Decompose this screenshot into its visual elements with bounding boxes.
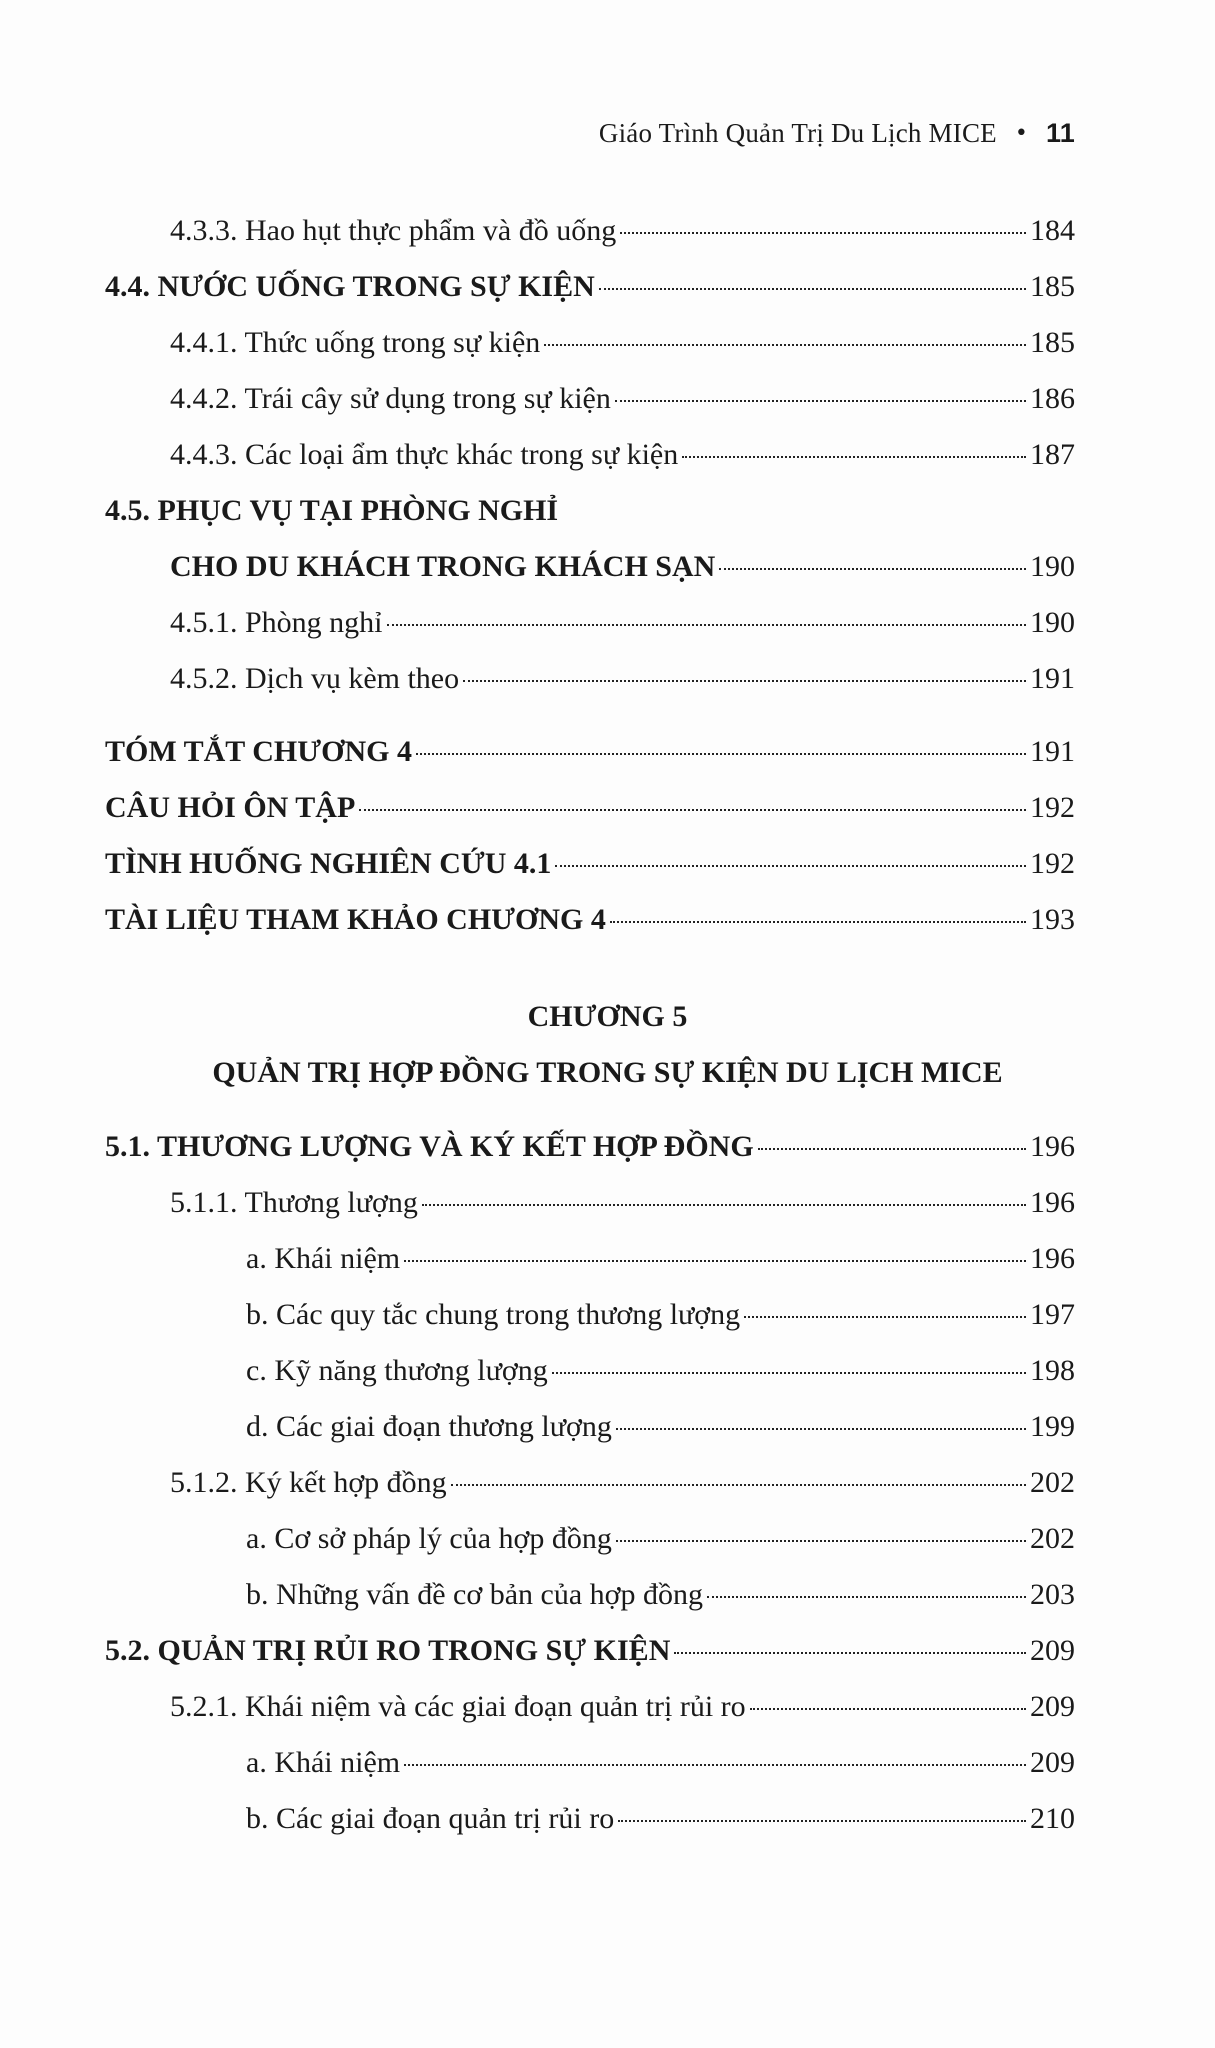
toc-entry [170, 382, 1075, 430]
toc-entry-label: 5.2. QUẢN TRỊ RỦI RO TRONG SỰ KIỆN [105, 1634, 671, 1667]
bullet-separator: • [1014, 121, 1029, 146]
toc-entry [246, 1522, 1075, 1570]
toc-entry-page: 202 [1030, 1522, 1075, 1555]
toc-entry-label: 4.4.1. Thức uống trong sự kiện [170, 326, 541, 359]
toc-entry-label: 4.4.3. Các loại ẩm thực khác trong sự kiện [170, 438, 679, 471]
toc-entry [246, 1354, 1075, 1402]
toc-entry-page: 209 [1030, 1746, 1075, 1779]
toc-entry [246, 1410, 1075, 1458]
leader-dots [404, 1260, 1026, 1262]
toc-entry-label: a. Khái niệm [246, 1746, 401, 1779]
toc-entry [105, 735, 1075, 783]
leader-dots [544, 344, 1026, 346]
toc-entry-page: 184 [1030, 214, 1075, 247]
toc-entry [170, 606, 1075, 654]
leader-dots [451, 1484, 1026, 1486]
toc-entry-label: TÌNH HUỐNG NGHIÊN CỨU 4.1 [105, 847, 552, 880]
toc-entry-label: b. Những vấn đề cơ bản của hợp đồng [246, 1578, 704, 1611]
toc-entry-page: 192 [1030, 791, 1075, 824]
running-header [599, 118, 1075, 149]
toc-entry-label: 4.5.1. Phòng nghỉ [170, 606, 383, 639]
toc-entry-page: 210 [1030, 1802, 1075, 1835]
toc-entry [105, 791, 1075, 839]
toc-entry-page: 185 [1030, 270, 1075, 303]
toc-entry-label: 5.1. THƯƠNG LƯỢNG VÀ KÝ KẾT HỢP ĐỒNG [105, 1130, 754, 1163]
toc-entry-label: 5.2.1. Khái niệm và các giai đoạn quản trị rủi ro [170, 1690, 746, 1723]
toc-entry-page: 190 [1030, 606, 1075, 639]
toc-entry-label: 5.1.2. Ký kết hợp đồng [170, 1466, 447, 1499]
toc-entry-page: 187 [1030, 438, 1075, 471]
leader-dots [620, 232, 1026, 234]
page-number: 11 [1046, 118, 1075, 148]
toc-entry-label: b. Các giai đoạn quản trị rủi ro [246, 1802, 615, 1835]
toc-entry-page: 185 [1030, 326, 1075, 359]
toc-entry-page: 198 [1030, 1354, 1075, 1387]
toc-entry-label: 5.1.1. Thương lượng [170, 1186, 418, 1219]
leader-dots [618, 1820, 1026, 1822]
toc-entry [170, 550, 1075, 598]
toc-entry-label: a. Khái niệm [246, 1242, 401, 1275]
toc-entry [170, 1186, 1075, 1234]
toc-entry-page: 186 [1030, 382, 1075, 415]
leader-dots [359, 809, 1026, 811]
toc-entry-page: 190 [1030, 550, 1075, 583]
toc-entry-page: 209 [1030, 1690, 1075, 1723]
toc-entry-label: CHO DU KHÁCH TRONG KHÁCH SẠN [170, 550, 716, 583]
leader-dots [463, 680, 1026, 682]
leader-dots [682, 456, 1026, 458]
leader-dots [422, 1204, 1026, 1206]
toc-entry-label: 4.4. NƯỚC UỐNG TRONG SỰ KIỆN [105, 270, 595, 303]
leader-dots [758, 1148, 1026, 1150]
leader-dots [744, 1316, 1026, 1318]
leader-dots [750, 1708, 1026, 1710]
chapter-number: CHƯƠNG 5 [527, 1000, 688, 1033]
toc-entry-page: 209 [1030, 1634, 1075, 1667]
toc-entry [246, 1242, 1075, 1290]
toc-entry [105, 903, 1075, 951]
toc-entry-page: 203 [1030, 1578, 1075, 1611]
toc-entry-label: 4.4.2. Trái cây sử dụng trong sự kiện [170, 382, 611, 415]
toc-entry-label: 4.5.2. Dịch vụ kèm theo [170, 662, 460, 695]
toc-entry-page: 191 [1030, 662, 1075, 695]
leader-dots [674, 1652, 1026, 1654]
leader-dots [552, 1372, 1026, 1374]
chapter-title: QUẢN TRỊ HỢP ĐỒNG TRONG SỰ KIỆN DU LỊCH MICE [212, 1056, 1003, 1089]
toc-entry-label: a. Cơ sở pháp lý của hợp đồng [246, 1522, 612, 1555]
toc-entry [105, 847, 1075, 895]
toc-entry-label: b. Các quy tắc chung trong thương lượng [246, 1298, 741, 1331]
toc-entry [170, 1466, 1075, 1514]
leader-dots [555, 865, 1026, 867]
toc-entry-page: 196 [1030, 1186, 1075, 1219]
toc-entry [105, 270, 1075, 318]
toc-entry [246, 1802, 1075, 1850]
toc-entry-page: 193 [1030, 903, 1075, 936]
toc-entry [170, 326, 1075, 374]
toc-entry-label: CÂU HỎI ÔN TẬP [105, 791, 356, 824]
toc-entry-label: TÓM TẮT CHƯƠNG 4 [105, 735, 412, 768]
toc-entry [170, 438, 1075, 486]
toc-entry [170, 214, 1075, 262]
toc-entry [246, 1578, 1075, 1626]
toc-entry-page: 202 [1030, 1466, 1075, 1499]
toc-entry-label: d. Các giai đoạn thương lượng [246, 1410, 612, 1443]
leader-dots [719, 568, 1026, 570]
toc-entry-page: 191 [1030, 735, 1075, 768]
leader-dots [616, 1540, 1026, 1542]
toc-entry [105, 1634, 1075, 1682]
leader-dots [599, 288, 1026, 290]
toc-section-heading: 4.5. PHỤC VỤ TẠI PHÒNG NGHỈ [105, 494, 559, 527]
toc-entry-page: 196 [1030, 1242, 1075, 1275]
leader-dots [707, 1596, 1026, 1598]
leader-dots [610, 921, 1026, 923]
leader-dots [387, 624, 1026, 626]
toc-entry-label: TÀI LIỆU THAM KHẢO CHƯƠNG 4 [105, 903, 606, 936]
toc-entry [105, 1130, 1075, 1178]
leader-dots [404, 1764, 1026, 1766]
leader-dots [616, 1428, 1026, 1430]
toc-entry [246, 1298, 1075, 1346]
toc-entry-page: 199 [1030, 1410, 1075, 1443]
book-title: Giáo Trình Quản Trị Du Lịch MICE [598, 118, 997, 148]
toc-entry [246, 1746, 1075, 1794]
toc-entry-label: c. Kỹ năng thương lượng [246, 1354, 548, 1387]
leader-dots [416, 753, 1026, 755]
toc-entry-page: 197 [1030, 1298, 1075, 1331]
toc-entry-page: 192 [1030, 847, 1075, 880]
toc-entry [170, 1690, 1075, 1738]
leader-dots [615, 400, 1026, 402]
toc-entry-page: 196 [1030, 1130, 1075, 1163]
toc-entry-label: 4.3.3. Hao hụt thực phẩm và đồ uống [170, 214, 617, 247]
toc-entry [170, 662, 1075, 710]
